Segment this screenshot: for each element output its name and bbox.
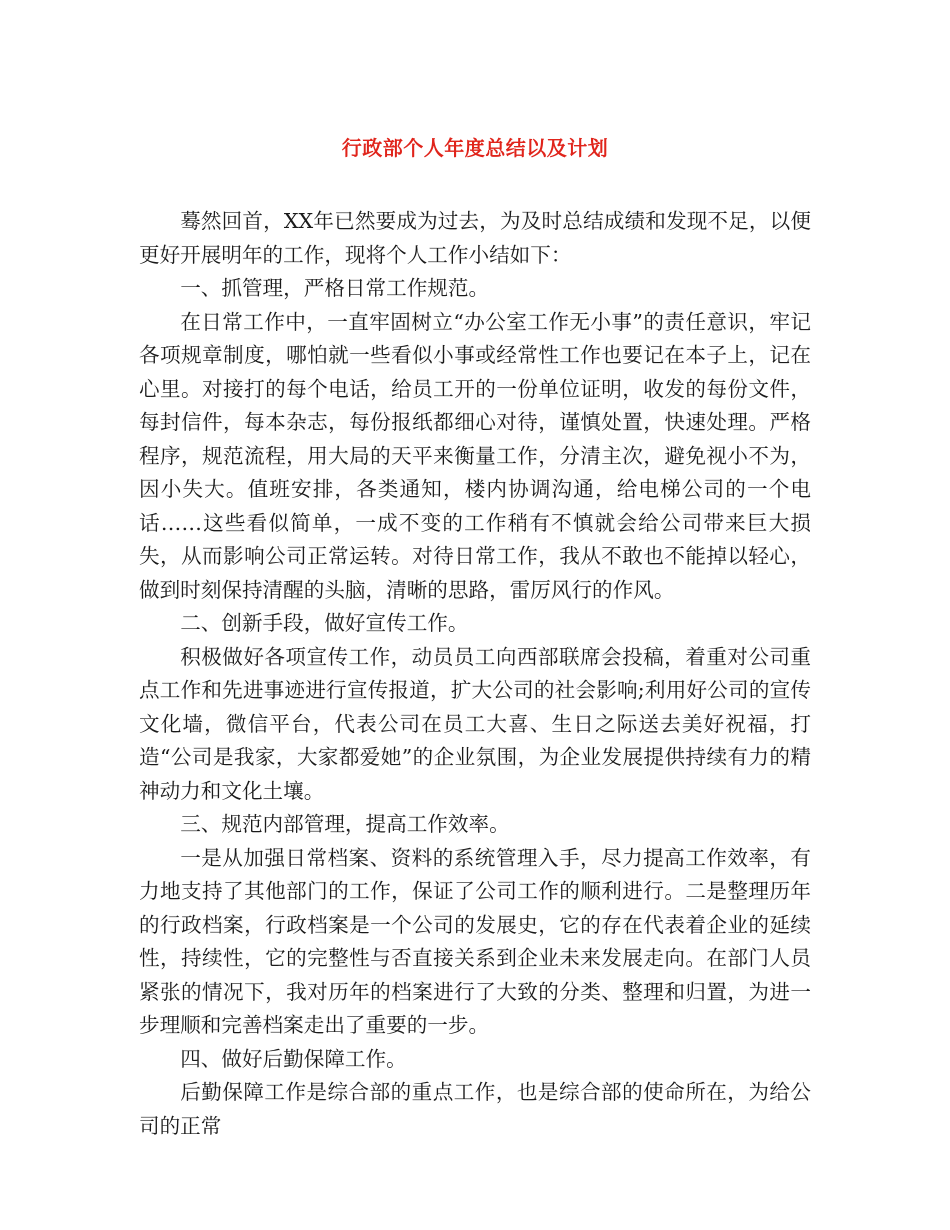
section-heading-1: 一、抓管理，严格日常工作规范。 [180, 276, 490, 300]
section-heading-4: 四、做好后勤保障工作。 [180, 1046, 407, 1071]
section-paragraph-2: 积极做好各项宣传工作，动员员工向西部联席会投稿，着重对公司重点工作和先进事迹进行宣传报道，扩大公司的社会影响;利用好公司的宣传文化墙，微信平台，代表公司在员工大喜、生日之际送去美好祝福，打造“公司是我家，大家都爱她”的企业氛围，为企业发展提供持续有力的精神动力和文化土壤。 [139, 644, 811, 803]
section-paragraph-3: 一是从加强日常档案、资料的系统管理入手，尽力提高工作效率，有力地支持了其他部门的工作，保证了公司工作的顺利进行。二是整理历年的行政档案，行政档案是一个公司的发展史，它的存在代表着企业的延续性，持续性，它的完整性与否直接关系到企业未来发展走向。在部门人员紧张的情况下，我对历年的档案进行了大致的分类、整理和归置，为进一步理顺和完善档案走出了重要的一步。 [139, 845, 811, 1037]
section-paragraph-1: 在日常工作中，一直牢固树立“办公室工作无小事”的责任意识，牢记各项规章制度，哪怕就一些看似小事或经常性工作也要记在本子上，记在心里。对接打的每个电话，给员工开的一份单位证明，收发的每份文件，每封信件，每本杂志，每份报纸都细心对待，谨慎处置，快速处理。严格程序，规范流程，用大局的天平来衡量工作，分清主次，避免视小不为，因小失大。值班安排，各类通知，楼内协调沟通，给电梯公司的一个电话……这些看似简单，一成不变的工作稍有不慎就会给公司带来巨大损失，从而影响公司正常运转。对待日常工作，我从不敢也不能掉以轻心，做到时刻保持清醒的头脑，清晰的思路，雷厉风行的作风。 [139, 309, 811, 602]
document-body [139, 205, 811, 1143]
section-paragraph-4: 后勤保障工作是综合部的重点工作，也是综合部的使命所在，为给公司的正常 [139, 1080, 811, 1138]
intro-paragraph: 蓦然回首，XX年已然要成为过去，为及时总结成绩和发现不足，以便更好开展明年的工作，现将个人工作小结如下： [139, 209, 811, 267]
section-heading-2: 二、创新手段，做好宣传工作。 [180, 611, 469, 635]
document-title: 行政部个人年度总结以及计划 [341, 136, 609, 160]
section-heading-3: 三、规范内部管理，提高工作效率。 [180, 812, 510, 836]
